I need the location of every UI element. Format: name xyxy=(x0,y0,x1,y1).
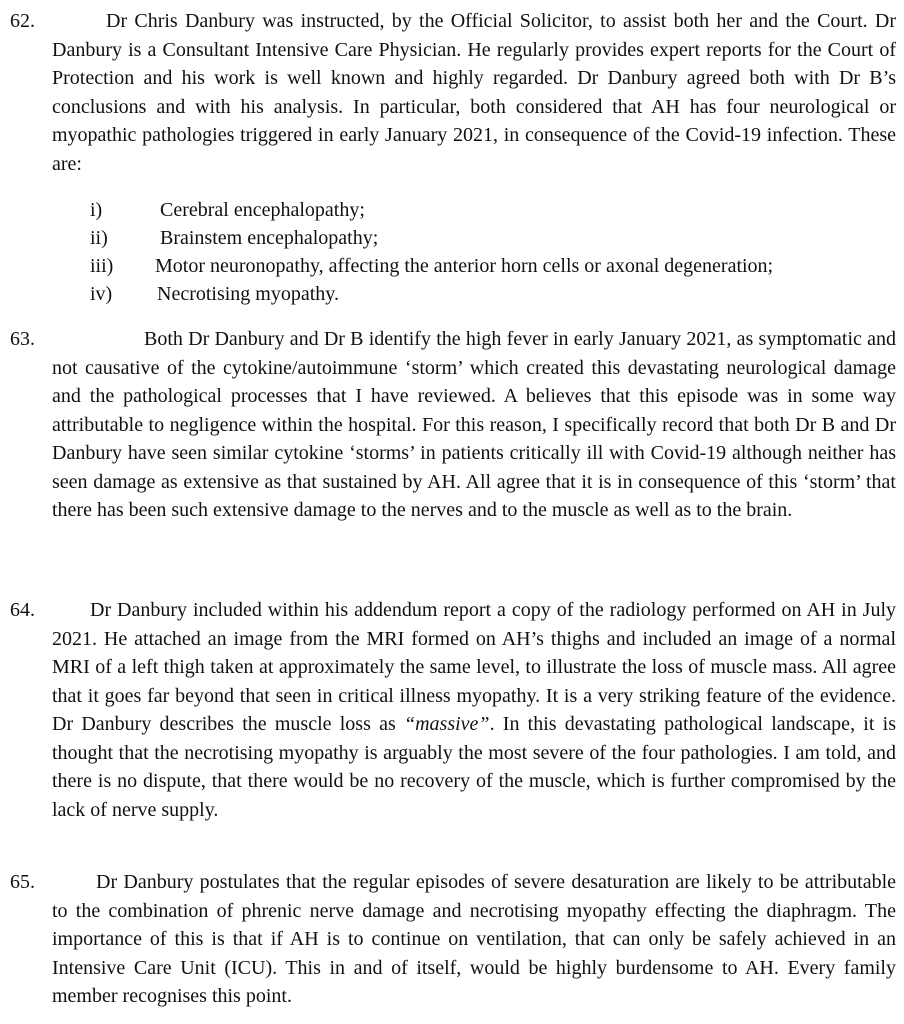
list-item-text: Necrotising myopathy. xyxy=(157,283,340,305)
list-item xyxy=(0,224,904,252)
paragraph-text: Dr Danbury included within his addendum report a copy of the radiology performed on AH in July 2021. He attached an image from the MRI formed on AH’s thighs and included an image of a normal MRI of a left thigh taken at approximately the same level, to illustrate the loss of muscle mass. All agree that it goes far beyond that seen in critical illness myopathy. It is a very striking feature of the evidence. Dr Danbury describes the muscle loss as “massive”. In this devastating pathological landscape, it is thought that the necrotising myopathy is arguably the most severe of the four pathologies. I am told, and there is no dispute, that there would be no recovery of the muscle, which is further compromised by the lack of nerve supply. xyxy=(52,599,896,821)
paragraph-text: Dr Danbury postulates that the regular episodes of severe desaturation are likely to be attributable to the combination of phrenic nerve damage and necrotising myopathy effecting the diaphragm. The importance of this is that if AH is to continue on ventilation, that can only be safely achieved in an Intensive Care Unit (ICU). This in and of itself, would be highly burdensome to AH. Every family member recognises this point. xyxy=(52,871,896,1007)
paragraph-number: 65. xyxy=(10,871,35,893)
list-marker: ii) xyxy=(90,227,108,249)
italic-quote: “massive” xyxy=(403,713,490,735)
paragraph-65 xyxy=(0,868,904,1013)
paragraph-text: Both Dr Danbury and Dr B identify the high fever in early January 2021, as symptomatic and not causative of the cytokine/autoimmune ‘storm’ which created this devastating neurological damage and the pathological processes that I have reviewed. A believes that this episode was in some way attributable to negligence within the hospital. For this reason, I specifically record that both Dr B and Dr Danbury have seen similar cytokine ‘storms’ in patients critically ill with Covid-19 although neither has seen damage as extensive as that sustained by AH. All agree that it is in consequence of this ‘storm’ that there has been such extensive damage to the nerves and to the muscle as well as to the brain. xyxy=(52,328,896,521)
list-marker: iv) xyxy=(90,283,113,305)
pathology-list xyxy=(0,196,904,312)
list-item xyxy=(0,252,904,280)
list-item xyxy=(0,196,904,224)
list-item-text: Cerebral encephalopathy; xyxy=(160,199,365,221)
paragraph-text: Dr Chris Danbury was instructed, by the Official Solicitor, to assist both her and the Court. Dr Danbury is a Consultant Intensive Care Physician. He regularly provides expert reports for the Court of Protection and his work is well known and highly regarded. Dr Danbury agreed both with Dr B’s conclusions and with his analysis. In particular, both considered that AH has four neurological or myopathic pathologies triggered in early January 2021, in consequence of the Covid-19 infection. These are: xyxy=(52,10,896,175)
paragraph-64 xyxy=(0,596,904,852)
paragraph-number: 62. xyxy=(10,10,35,32)
paragraph-63 xyxy=(0,325,904,581)
paragraph-number: 63. xyxy=(10,328,35,350)
paragraph-62 xyxy=(0,7,904,177)
list-item-text: Brainstem encephalopathy; xyxy=(160,227,379,249)
list-marker: iii) xyxy=(90,255,114,277)
list-item xyxy=(0,280,904,308)
list-item-text: Motor neuronopathy, affecting the anterior horn cells or axonal degeneration; xyxy=(155,255,774,277)
paragraph-number: 64. xyxy=(10,599,35,621)
list-marker: i) xyxy=(90,199,103,221)
